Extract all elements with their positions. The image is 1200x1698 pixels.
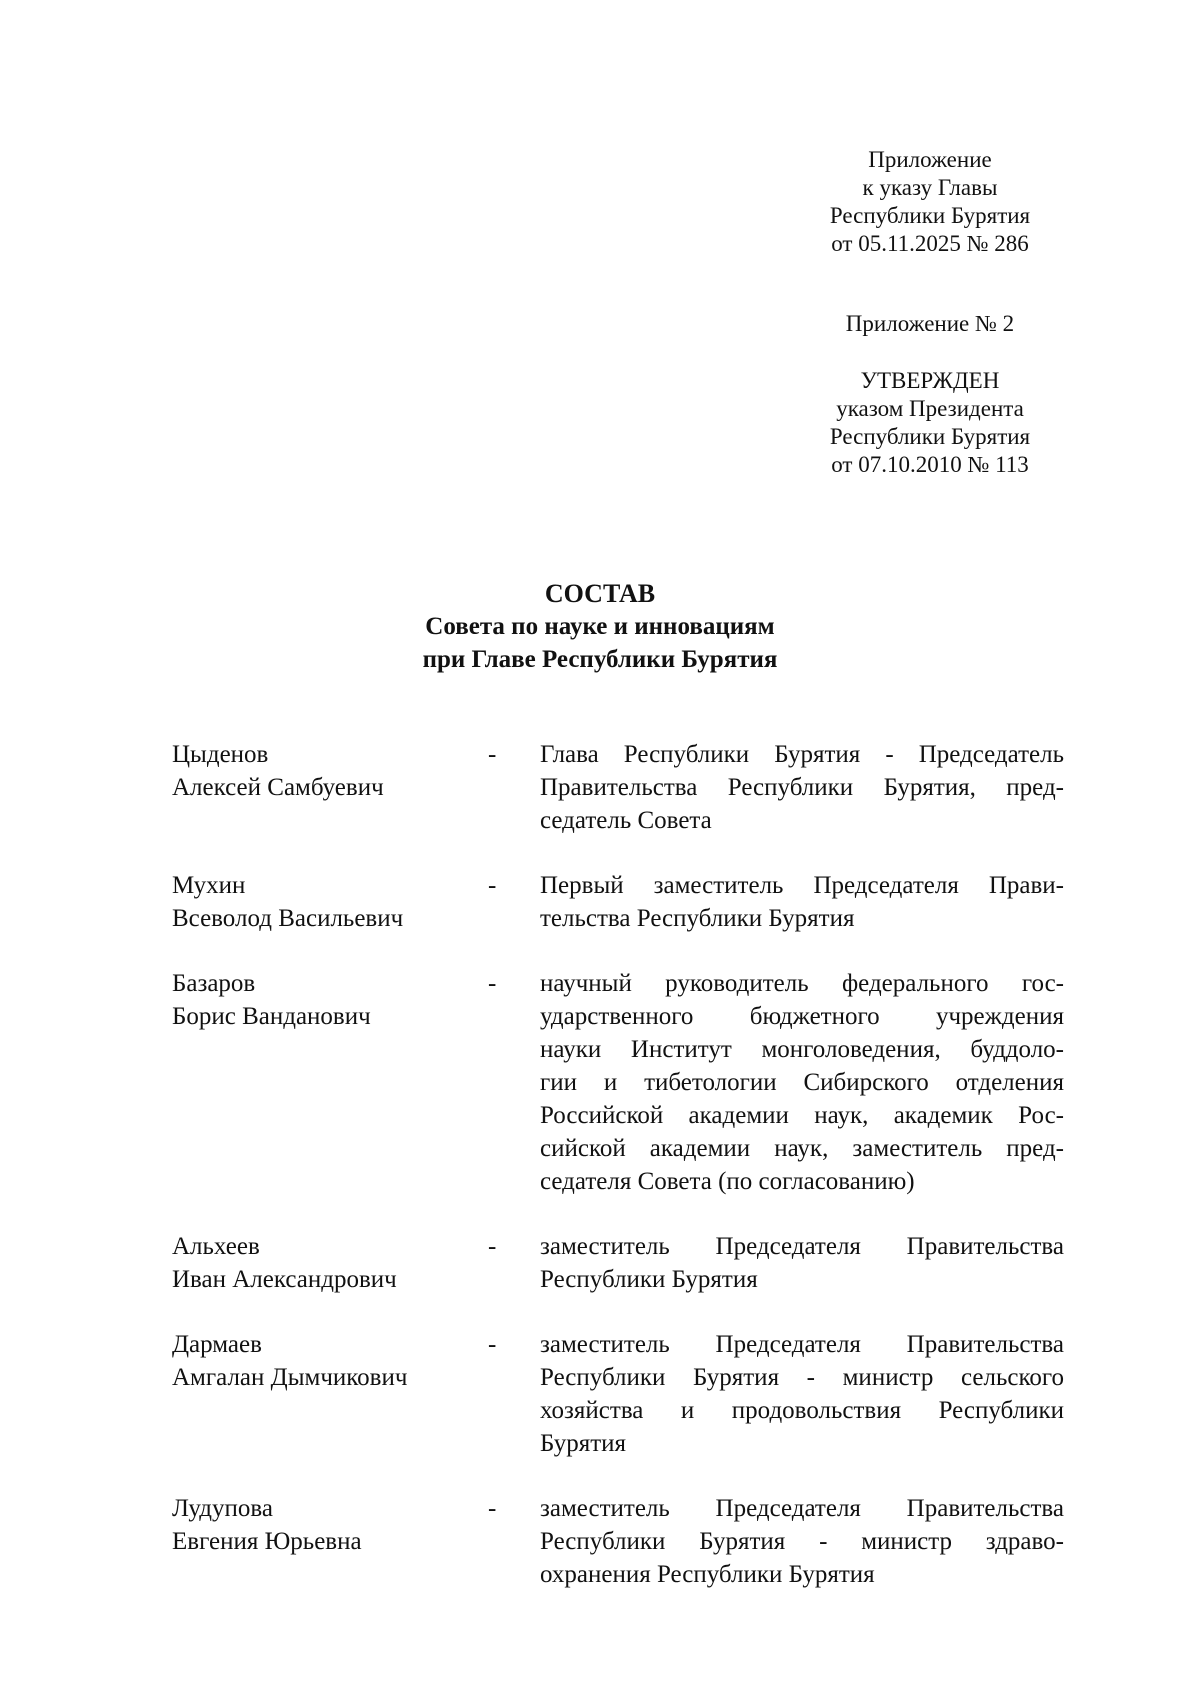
member-role-line: заместитель Председателя Правительства <box>540 1233 1064 1260</box>
member-role-line: Правительства Республики Бурятия, пред- <box>540 774 1064 801</box>
member-role-line: Бурятия <box>540 1430 627 1457</box>
member-role-line: Российской академии наук, академик Рос- <box>540 1102 1064 1129</box>
member-surname: Лудупова <box>172 1495 273 1522</box>
member-row <box>172 1230 1072 1296</box>
member-role-line: Глава Республики Бурятия - Председатель <box>540 741 1064 768</box>
member-row <box>172 967 1072 1198</box>
member-role <box>540 1492 1064 1591</box>
members-list <box>172 738 1072 1591</box>
member-surname: Альхеев <box>172 1233 260 1260</box>
member-role-line: заместитель Председателя Правительства <box>540 1495 1064 1522</box>
member-row <box>172 738 1072 837</box>
member-name <box>172 1328 488 1460</box>
member-row <box>172 869 1072 935</box>
member-name <box>172 1492 488 1591</box>
appendix-number-text: Приложение № 2 <box>845 311 1015 336</box>
member-given-name: Иван Александрович <box>172 1266 397 1293</box>
appendix-line: Приложение <box>868 147 992 172</box>
member-role-line: Республики Бурятия - министр сельского <box>540 1364 1064 1391</box>
member-name <box>172 869 488 935</box>
member-role-line: охранения Республики Бурятия <box>540 1561 875 1588</box>
member-surname: Цыденов <box>172 741 269 768</box>
member-role-line: Республики Бурятия <box>540 1266 758 1293</box>
title-line: при Главе Республики Бурятия <box>422 646 778 673</box>
member-given-name: Борис Ванданович <box>172 1003 371 1030</box>
appendix-number <box>780 310 1080 338</box>
document-title <box>0 577 1200 676</box>
member-dash: - <box>488 1331 497 1358</box>
member-given-name: Евгения Юрьевна <box>172 1528 362 1555</box>
member-dash: - <box>488 1495 497 1522</box>
member-surname: Базаров <box>172 970 256 997</box>
member-role-line: Первый заместитель Председателя Прави- <box>540 872 1064 899</box>
member-name <box>172 1230 488 1296</box>
member-role-line: Республики Бурятия - министр здраво- <box>540 1528 1064 1555</box>
approval-line: от 07.10.2010 № 113 <box>831 452 1029 477</box>
appendix-line: от 05.11.2025 № 286 <box>831 231 1029 256</box>
member-given-name: Амгалан Дымчикович <box>172 1364 408 1391</box>
approval-stamp <box>780 367 1080 479</box>
member-surname: Дармаев <box>172 1331 262 1358</box>
appendix-line: Республики Бурятия <box>829 203 1031 228</box>
appendix-line: к указу Главы <box>862 175 998 200</box>
member-name <box>172 967 488 1198</box>
member-role-line: ударственного бюджетного учреждения <box>540 1003 1064 1030</box>
member-name <box>172 738 488 837</box>
member-role-line: сийской академии наук, заместитель пред- <box>540 1135 1064 1162</box>
member-role-line: научный руководитель федерального гос- <box>540 970 1064 997</box>
member-role <box>540 967 1064 1198</box>
member-row <box>172 1328 1072 1460</box>
member-role-line: хозяйства и продовольствия Республики <box>540 1397 1064 1424</box>
approval-line: УТВЕРЖДЕН <box>860 368 1000 393</box>
member-role-line: седателя Совета (по согласованию) <box>540 1168 915 1195</box>
approval-line: указом Президента <box>836 396 1024 421</box>
member-role-line: науки Институт монголоведения, буддоло- <box>540 1036 1064 1063</box>
title-line: СОСТАВ <box>544 579 656 608</box>
member-role <box>540 1230 1064 1296</box>
member-given-name: Алексей Самбуевич <box>172 774 384 801</box>
member-dash: - <box>488 1233 497 1260</box>
member-role <box>540 738 1064 837</box>
member-dash: - <box>488 872 497 899</box>
member-role <box>540 869 1064 935</box>
member-given-name: Всеволод Васильевич <box>172 905 404 932</box>
member-role <box>540 1328 1064 1460</box>
member-role-line: заместитель Председателя Правительства <box>540 1331 1064 1358</box>
appendix-stamp <box>780 146 1080 258</box>
member-dash: - <box>488 741 497 768</box>
member-dash: - <box>488 970 497 997</box>
title-line: Совета по науке и инновациям <box>425 613 775 640</box>
member-role-line: гии и тибетологии Сибирского отделения <box>540 1069 1064 1096</box>
member-role-line: тельства Республики Бурятия <box>540 905 855 932</box>
approval-line: Республики Бурятия <box>829 424 1031 449</box>
member-surname: Мухин <box>172 872 246 899</box>
member-row <box>172 1492 1072 1591</box>
member-role-line: седатель Совета <box>540 807 712 834</box>
